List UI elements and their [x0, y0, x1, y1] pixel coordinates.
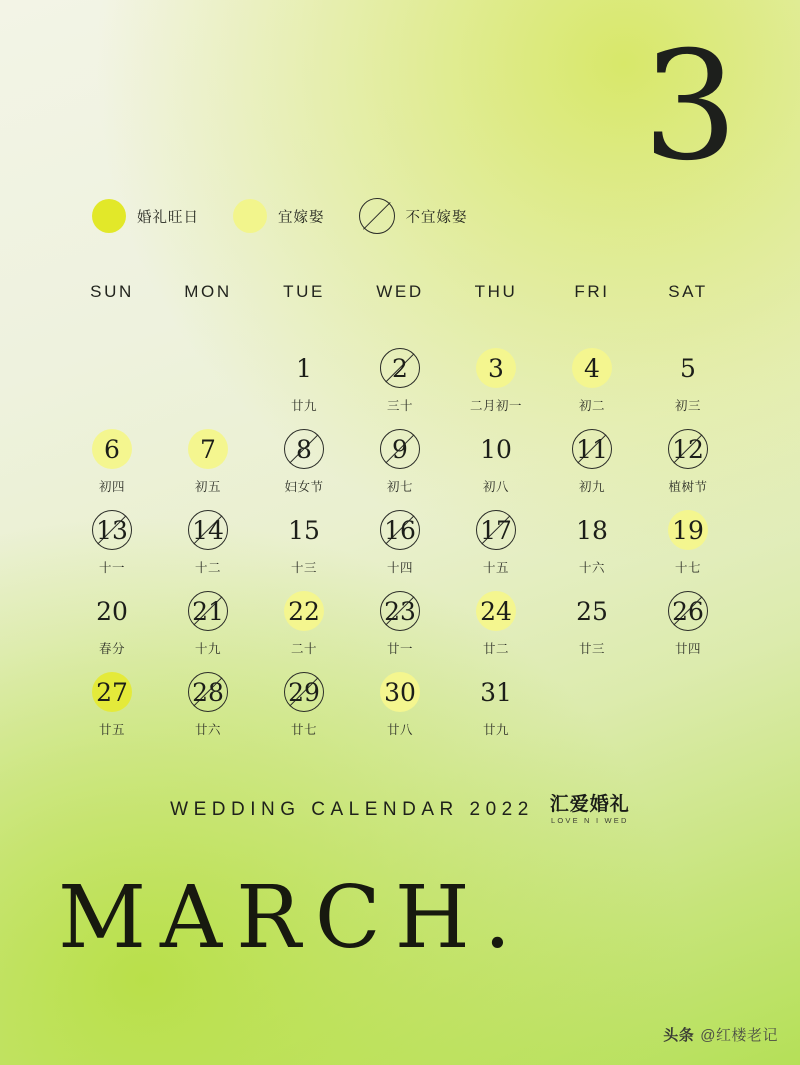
- day-cell[interactable]: [64, 672, 160, 743]
- day-number: 27: [96, 677, 128, 707]
- day-marker-none: [284, 510, 324, 550]
- day-lunar-label: 初四: [98, 480, 125, 494]
- day-cell[interactable]: [64, 591, 160, 662]
- day-cell[interactable]: [448, 348, 544, 419]
- day-cell[interactable]: [640, 591, 736, 662]
- day-marker-none: [284, 348, 324, 388]
- day-number: 5: [680, 353, 696, 383]
- day-marker-bad: [284, 672, 324, 712]
- day-number: 29: [288, 677, 320, 707]
- day-lunar-label: 十五: [482, 561, 509, 575]
- legend-label: 婚礼旺日: [137, 209, 199, 226]
- day-cell[interactable]: [640, 510, 736, 581]
- day-marker-bad: [188, 672, 228, 712]
- day-cell[interactable]: [160, 591, 256, 662]
- watermark-author: @红楼老记: [700, 1027, 778, 1044]
- day-marker-none: [572, 591, 612, 631]
- day-lunar-label: 十三: [290, 561, 317, 575]
- day-marker-good: [476, 591, 516, 631]
- day-marker-bad: [188, 591, 228, 631]
- day-cell[interactable]: [256, 591, 352, 662]
- day-marker-good: [476, 348, 516, 388]
- day-marker-bad: [668, 591, 708, 631]
- day-lunar-label: 妇女节: [284, 480, 324, 494]
- day-lunar-label: 十七: [674, 561, 701, 575]
- day-lunar-label: 二十: [290, 642, 317, 656]
- day-lunar-label: 初八: [482, 480, 509, 494]
- day-lunar-label: 植树节: [668, 480, 708, 494]
- day-number: 2: [392, 353, 408, 383]
- day-cell[interactable]: [544, 429, 640, 500]
- brand-name-cn: 汇爱婚礼: [549, 794, 630, 815]
- day-number: 31: [480, 677, 512, 707]
- day-number: 14: [192, 515, 224, 545]
- day-marker-good: [668, 510, 708, 550]
- day-cell[interactable]: [64, 429, 160, 500]
- day-marker-bad: [284, 429, 324, 469]
- day-cell-empty: [160, 348, 256, 419]
- day-number: 21: [192, 596, 224, 626]
- weekday-tue: TUE: [283, 282, 325, 301]
- day-cell-empty: [544, 672, 640, 743]
- weekday-header: [64, 282, 736, 302]
- day-marker-bad: [380, 348, 420, 388]
- day-lunar-label: 三十: [386, 399, 413, 413]
- day-number: 23: [384, 596, 416, 626]
- day-cell[interactable]: [448, 672, 544, 743]
- day-cell[interactable]: [448, 591, 544, 662]
- day-lunar-label: 初二: [578, 399, 605, 413]
- day-marker-good: [284, 591, 324, 631]
- day-lunar-label: 十四: [386, 561, 413, 575]
- footer-brand-line: [0, 795, 800, 825]
- day-number: 15: [288, 515, 320, 545]
- day-marker-bad: [380, 429, 420, 469]
- day-cell[interactable]: [352, 429, 448, 500]
- day-cell[interactable]: [352, 510, 448, 581]
- crossed-circle-icon: [359, 198, 395, 234]
- day-number: 17: [480, 515, 512, 545]
- legend-good: [233, 199, 325, 233]
- day-cell-empty: [64, 348, 160, 419]
- day-lunar-label: 初七: [386, 480, 413, 494]
- day-lunar-label: 廿一: [386, 642, 413, 656]
- day-lunar-label: 廿五: [98, 723, 125, 737]
- brand-logo: [550, 795, 630, 825]
- circle-icon: [233, 199, 267, 233]
- day-marker-bad: [380, 510, 420, 550]
- legend-label: 宜嫁娶: [278, 209, 325, 226]
- day-lunar-label: 十二: [194, 561, 221, 575]
- day-number: 19: [672, 515, 704, 545]
- day-cell[interactable]: [160, 429, 256, 500]
- day-lunar-label: 廿六: [194, 723, 221, 737]
- day-cell[interactable]: [256, 672, 352, 743]
- day-number: 13: [96, 515, 128, 545]
- legend-bad: [359, 198, 468, 234]
- day-marker-none: [572, 510, 612, 550]
- day-marker-good: [572, 348, 612, 388]
- day-number: 9: [392, 434, 408, 464]
- day-number: 18: [576, 515, 608, 545]
- day-number: 12: [672, 434, 704, 464]
- day-cell-empty: [640, 672, 736, 743]
- big-month-title: MARCH.: [58, 868, 526, 968]
- day-marker-bad: [668, 429, 708, 469]
- day-cell[interactable]: [352, 348, 448, 419]
- day-lunar-label: 十六: [578, 561, 605, 575]
- weekday-wed: WED: [376, 282, 424, 301]
- day-number: 20: [96, 596, 128, 626]
- day-cell[interactable]: [352, 591, 448, 662]
- day-lunar-label: 初五: [194, 480, 221, 494]
- day-marker-hot: [92, 672, 132, 712]
- weekday-sat: SAT: [668, 282, 708, 301]
- weekday-thu: THU: [474, 282, 518, 301]
- day-marker-good: [92, 429, 132, 469]
- day-marker-none: [92, 591, 132, 631]
- day-number: 16: [384, 515, 416, 545]
- day-cell[interactable]: [256, 510, 352, 581]
- day-marker-good: [380, 672, 420, 712]
- watermark: [663, 1024, 778, 1045]
- day-number: 1: [296, 353, 312, 383]
- day-lunar-label: 廿四: [674, 642, 701, 656]
- day-number: 25: [576, 596, 608, 626]
- day-number: 4: [584, 353, 600, 383]
- weekday-sun: SUN: [90, 282, 134, 301]
- day-marker-bad: [572, 429, 612, 469]
- day-marker-bad: [380, 591, 420, 631]
- day-number: 22: [288, 596, 320, 626]
- day-marker-bad: [476, 510, 516, 550]
- day-number: 11: [576, 434, 608, 464]
- weekday-fri: FRI: [574, 282, 610, 301]
- calendar-grid: [64, 348, 736, 743]
- weekday-mon: MON: [184, 282, 232, 301]
- day-cell[interactable]: [544, 591, 640, 662]
- day-number: 28: [192, 677, 224, 707]
- day-marker-bad: [92, 510, 132, 550]
- footer-caption: WEDDING CALENDAR 2022: [170, 798, 534, 820]
- legend-label: 不宜嫁娶: [405, 209, 468, 226]
- day-number: 7: [200, 434, 216, 464]
- day-lunar-label: 廿三: [578, 642, 605, 656]
- day-cell[interactable]: [352, 672, 448, 743]
- day-marker-none: [476, 429, 516, 469]
- day-lunar-label: 初九: [578, 480, 605, 494]
- day-number: 26: [672, 596, 704, 626]
- day-marker-none: [668, 348, 708, 388]
- day-number: 24: [480, 596, 512, 626]
- day-cell[interactable]: [160, 510, 256, 581]
- day-lunar-label: 二月初一: [469, 399, 522, 413]
- legend-hot: [92, 199, 199, 233]
- day-cell[interactable]: [544, 510, 640, 581]
- day-marker-none: [476, 672, 516, 712]
- day-lunar-label: 廿七: [290, 723, 317, 737]
- day-lunar-label: 廿九: [482, 723, 509, 737]
- circle-icon: [92, 199, 126, 233]
- day-cell[interactable]: [256, 429, 352, 500]
- day-lunar-label: 初三: [674, 399, 701, 413]
- day-cell[interactable]: [448, 429, 544, 500]
- day-lunar-label: 十九: [194, 642, 221, 656]
- legend: [92, 198, 468, 234]
- month-number: 3: [642, 20, 738, 194]
- day-cell[interactable]: [640, 348, 736, 419]
- day-lunar-label: 廿二: [482, 642, 509, 656]
- day-cell[interactable]: [256, 348, 352, 419]
- day-cell[interactable]: [160, 672, 256, 743]
- day-number: 8: [296, 434, 312, 464]
- day-lunar-label: 春分: [98, 642, 125, 656]
- day-marker-good: [188, 429, 228, 469]
- day-cell[interactable]: [640, 429, 736, 500]
- day-number: 30: [384, 677, 416, 707]
- watermark-platform: 头条: [663, 1027, 695, 1044]
- day-cell[interactable]: [544, 348, 640, 419]
- day-lunar-label: 十一: [98, 561, 125, 575]
- day-cell[interactable]: [64, 510, 160, 581]
- day-marker-bad: [188, 510, 228, 550]
- day-lunar-label: 廿九: [290, 399, 317, 413]
- day-lunar-label: 廿八: [386, 723, 413, 737]
- day-number: 6: [104, 434, 120, 464]
- calendar: [64, 282, 736, 743]
- brand-name-en: LOVE N I WED: [550, 816, 629, 825]
- day-cell[interactable]: [448, 510, 544, 581]
- day-number: 3: [488, 353, 504, 383]
- day-number: 10: [480, 434, 512, 464]
